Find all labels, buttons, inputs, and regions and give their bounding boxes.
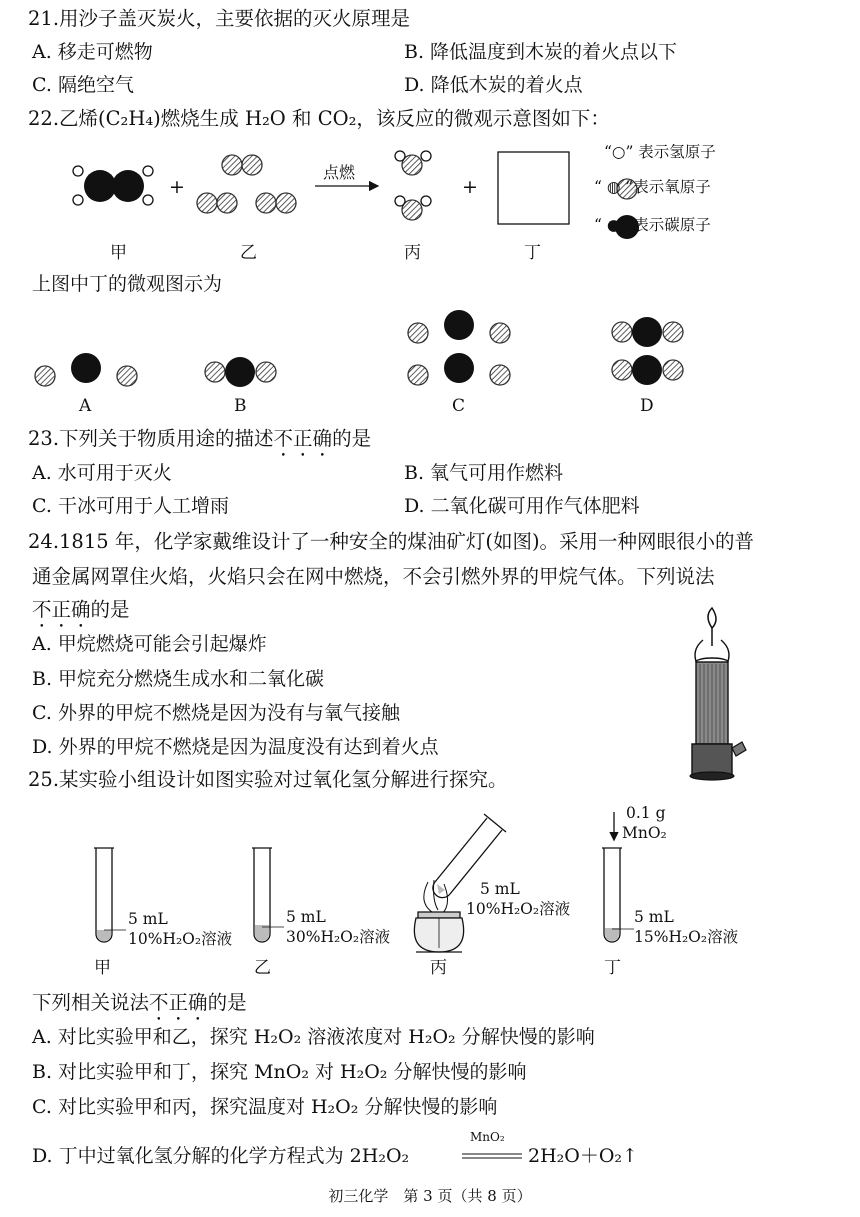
davy-lamp-figure [690, 608, 746, 780]
q23-option-a: A. 水可用于灭火 [32, 462, 172, 484]
tube-jia-label: 甲 [94, 958, 111, 978]
legend-hydrogen: “○” 表示氢原子 [604, 143, 716, 161]
q21-option-c: C. 隔绝空气 [32, 74, 134, 96]
option-a-label: A [79, 396, 92, 416]
page-footer: 初三化学 第 3 页（共 8 页） [328, 1187, 532, 1205]
label-yi: 乙 [240, 243, 257, 263]
q23-stem: 23.下列关于物质用途的描述不正确的是 [28, 427, 372, 450]
tube-yi-volume: 5 mL [286, 908, 326, 926]
q25-subquestion: 下列相关说法不正确的是 [32, 991, 247, 1014]
tube-ding-label: 丁 [604, 958, 621, 978]
mno2-mass: 0.1 g [626, 804, 666, 822]
q21-option-b: B. 降低温度到木炭的着火点以下 [404, 41, 678, 63]
label-jia: 甲 [110, 243, 127, 263]
q22-subquestion: 上图中丁的微观图示为 [32, 273, 223, 295]
q23-option-d: D. 二氧化碳可用作气体肥料 [404, 495, 640, 517]
molecules-oxygen [197, 155, 296, 213]
legend-oxygen: “ ◍ ”表示氧原子 [594, 178, 711, 196]
q24-option-c: C. 外界的甲烷不燃烧是因为没有与氧气接触 [32, 702, 400, 724]
q21-option-a: A. 移走可燃物 [32, 41, 153, 63]
q25-option-b: B. 对比实验甲和丁，探究 MnO₂ 对 H₂O₂ 分解快慢的影响 [32, 1061, 527, 1083]
tube-jia [94, 848, 126, 942]
label-bing: 丙 [404, 243, 421, 263]
unknown-box [498, 152, 569, 224]
q25-stem: 25.某实验小组设计如图实验对过氧化氢分解进行探究。 [28, 768, 508, 791]
mno2-label: MnO₂ [622, 824, 667, 842]
q25-option-c: C. 对比实验甲和丙，探究温度对 H₂O₂ 分解快慢的影响 [32, 1096, 498, 1118]
option-b-label: B [234, 396, 247, 416]
q24-line1: 24.1815 年，化学家戴维设计了一种安全的煤油矿灯(如图)。采用一种网眼很小的普 [28, 530, 755, 553]
option-c-label: C [452, 396, 466, 416]
q24-option-b: B. 甲烷充分燃烧生成水和二氧化碳 [32, 668, 325, 690]
tube-bing-label: 丙 [430, 958, 447, 978]
q25-option-a: A. 对比实验甲和乙，探究 H₂O₂ 溶液浓度对 H₂O₂ 分解快慢的影响 [32, 1026, 595, 1048]
option-b-figure [205, 357, 276, 387]
q24-line3: 不正确的是 [32, 598, 130, 621]
tube-ding-solution: 15%H₂O₂溶液 [634, 928, 739, 946]
label-ding: 丁 [524, 243, 541, 263]
q21-stem: 21.用沙子盖灭炭火，主要依据的灭火原理是 [28, 7, 411, 30]
molecules-water [395, 151, 431, 220]
q25-option-d: D. 丁中过氧化氢分解的化学方程式为 2H₂O₂ [32, 1145, 410, 1167]
tube-yi-label: 乙 [254, 958, 271, 978]
tube-bing-solution: 10%H₂O₂溶液 [466, 900, 571, 918]
tube-jia-volume: 5 mL [128, 910, 168, 928]
q21-option-d: D. 降低木炭的着火点 [404, 74, 583, 96]
tube-bing-volume: 5 mL [480, 880, 520, 898]
plus-sign-2: + [462, 176, 478, 198]
option-c-figure [408, 310, 510, 385]
option-d-label: D [640, 396, 654, 416]
tube-yi-solution: 30%H₂O₂溶液 [286, 928, 391, 946]
q23-option-c: C. 干冰可用于人工增雨 [32, 495, 229, 517]
option-d-figure [612, 317, 683, 385]
q24-line2: 通金属网罩住火焰，火焰只会在网中燃烧，不会引燃外界的甲烷气体。下列说法 [32, 565, 715, 588]
equation-products: 2H₂O＋O₂↑ [528, 1145, 638, 1167]
q24-option-d: D. 外界的甲烷不燃烧是因为温度没有达到着火点 [32, 736, 439, 758]
q23-option-b: B. 氧气可用作燃料 [404, 462, 564, 484]
tube-yi [252, 848, 284, 942]
tube-ding-volume: 5 mL [634, 908, 674, 926]
molecule-ethylene [73, 166, 153, 205]
equation-catalyst: MnO₂ [470, 1130, 505, 1144]
q22-stem: 22.乙烯(C₂H₄)燃烧生成 H₂O 和 CO₂，该反应的微观示意图如下： [28, 107, 610, 130]
plus-sign-1: + [169, 176, 185, 198]
arrow-label: 点燃 [323, 163, 356, 182]
legend-carbon: “ ● ”表示碳原子 [594, 216, 711, 234]
equation-condition-lines [462, 1154, 522, 1158]
q24-option-a: A. 甲烷燃烧可能会引起爆炸 [32, 633, 267, 655]
option-a-figure [35, 353, 137, 386]
tube-jia-solution: 10%H₂O₂溶液 [128, 930, 233, 948]
